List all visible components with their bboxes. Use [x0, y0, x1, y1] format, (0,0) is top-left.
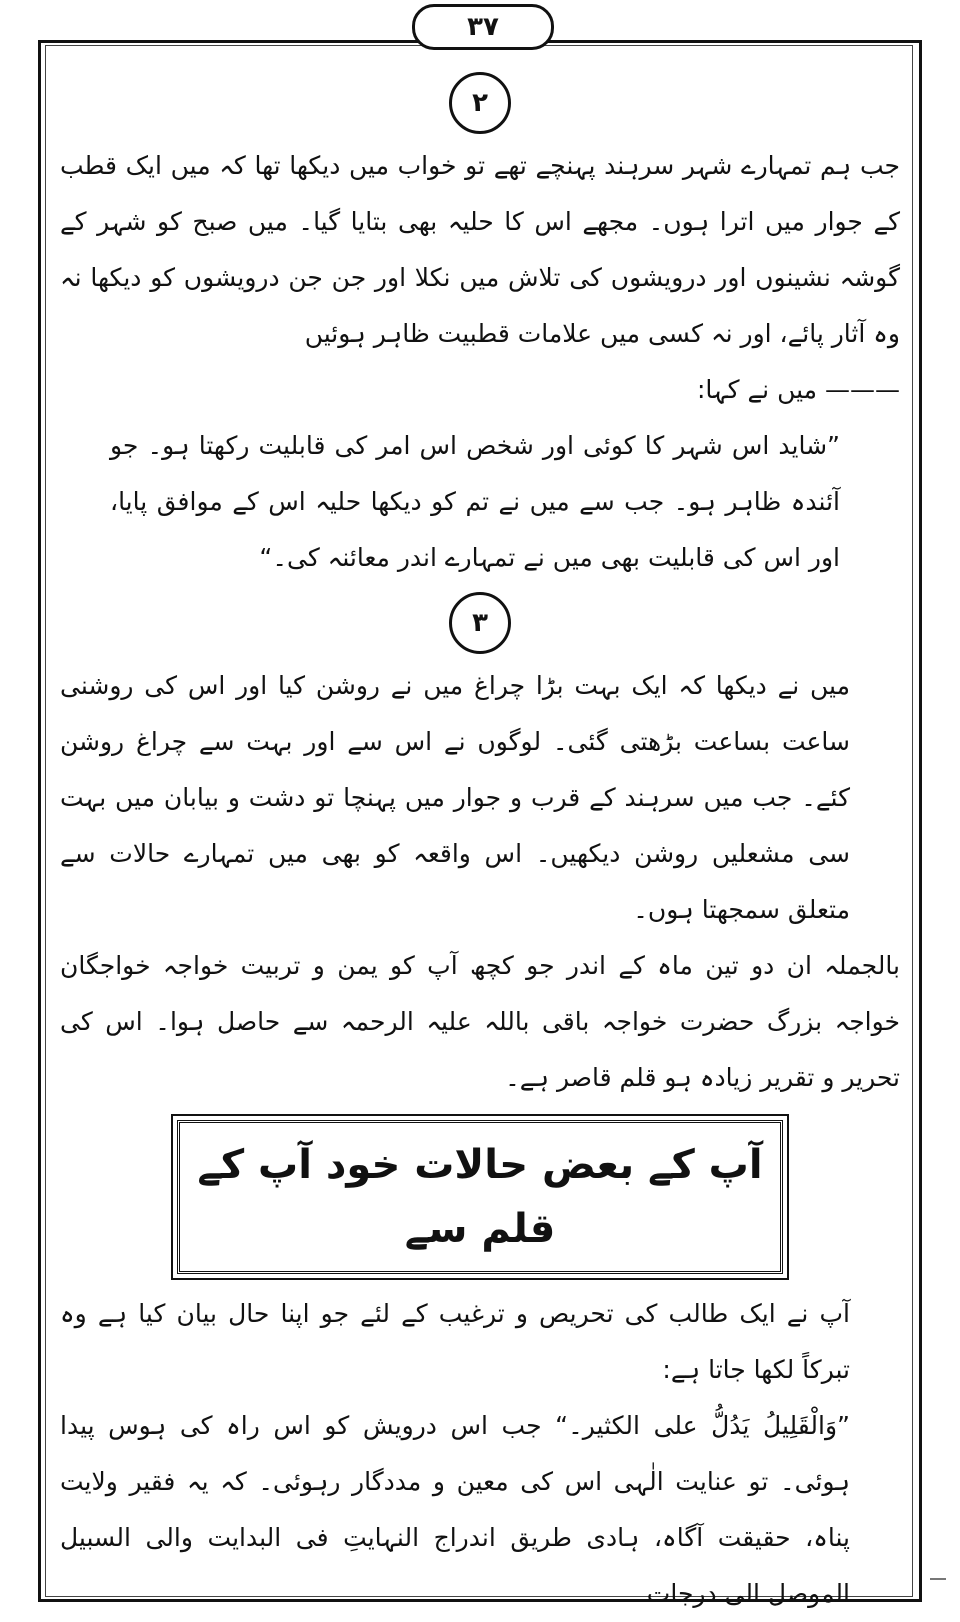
closing-paragraph: ”وَالْقَلِیلُ یَدُلُّ علی الکثیر۔“ جب اس درویش کو اس راہ کی ہوس پیدا ہوئی۔ تو عنایت الٰہی اس کی معین و مددگار رہوئی۔ کہ یہ فقیر ولایت پناہ، حقیقت آگاہ، ہادی طریق اندراج النہایتِ فی البدایت والی السبیل الموصل الی درجات: [60, 1411, 850, 1608]
quote-paragraph: ”شاید اس شہر کا کوئی اور شخص اس امر کی قابلیت رکھتا ہو۔ جو آئندہ ظاہر ہو۔ جب سے میں نے تم کو دیکھا حلیہ اس کے موافق پایا، اور اس کی قابلیت بھی میں نے تمہارے اندر معائنہ کی۔“: [110, 431, 840, 572]
page-content: [60, 66, 900, 1622]
seeker-paragraph: آپ نے ایک طالب کی تحریص و ترغیب کے لئے جو اپنا حال بیان کیا ہے وہ تبرکاً لکھا جاتا ہے:: [60, 1299, 850, 1384]
said-line: ——— میں نے کہا:: [696, 375, 900, 404]
summary-paragraph: بالجملہ ان دو تین ماہ کے اندر جو کچھ آپ کو یمن و تربیت خواجہ خواجگان خواجہ بزرگ حضرت خواجہ باقی باللہ علیہ الرحمہ سے حاصل ہوا۔ اس کی تحریر و تقریر زیادہ ہو قلم قاصر ہے۔: [60, 951, 900, 1092]
page-number: ٣٧: [412, 4, 554, 50]
section-heading: آپ کے بعض حالات خود آپ کے قلم سے: [177, 1120, 783, 1274]
page-corner-mark: [930, 1578, 946, 1594]
section-marker-3: ۳: [449, 592, 511, 654]
dream-paragraph: جب ہم تمہارے شہر سرہند پہنچے تھے تو خواب میں دیکھا تھا کہ میں ایک قطب کے جوار میں اترا ہوں۔ مجھے اس کا حلیہ بھی بتایا گیا۔ میں صبح کو شہر کے گوشہ نشینوں اور درویشوں کی تلاش میں نکلا اور جن جن درویشوں کو دیکھا نہ وہ آثار پائے، اور نہ کسی میں علامات قطبیت ظاہر ہوئیں: [60, 151, 900, 348]
lamp-paragraph: میں نے دیکھا کہ ایک بہت بڑا چراغ میں نے روشن کیا اور اس کی روشنی ساعت بساعت بڑھتی گئی۔ لوگوں نے اس سے اور بہت سے چراغ روشن کئے۔ جب میں سرہند کے قرب و جوار میں پہنچا تو دشت و بیابان میں بہت سی مشعلیں روشن دیکھیں۔ اس واقعہ کو بھی میں تمہارے حالات سے متعلق سمجھتا ہوں۔: [60, 671, 850, 924]
section-marker-2: ۲: [449, 72, 511, 134]
